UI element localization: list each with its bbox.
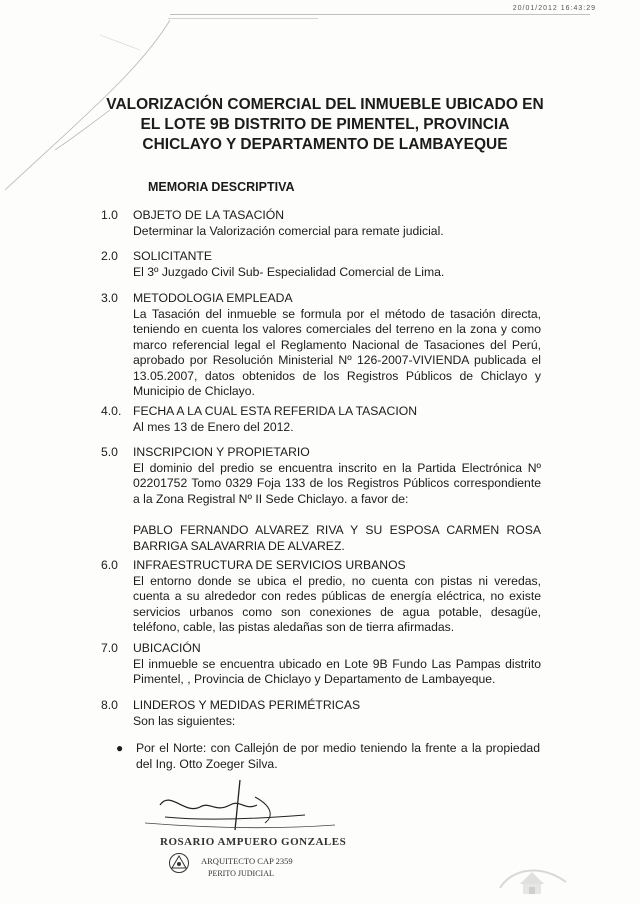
section-body: El entorno donde se ubica el predio, no cuenta con pistas ni veredas, cuenta a su alrededor con redes públicas de energía eléctrica, no existe servicios urbanos como son conexiones de agua potable, desagüe, teléfono, cable, las pistas aledañas son de tierra afirmadas.	[133, 573, 541, 634]
section-metodologia	[101, 291, 541, 400]
section-heading: FECHA A LA CUAL ESTA REFERIDA LA TASACION	[133, 404, 418, 418]
section-number: 3.0	[101, 291, 118, 305]
section-fecha	[101, 404, 541, 435]
section-body: El dominio del predio se encuentra inscrito en la Partida Electrónica Nº 02201752 Tomo 0329 Foja 133 de los Registros Públicos correspondiente a la Zona Registral Nº II Sede Chiclayo. a favor de:	[133, 460, 541, 506]
section-heading: SOLICITANTE	[133, 249, 213, 263]
stamp-title: PERITO JUDICIAL	[208, 869, 274, 878]
scan-artifact-line	[170, 14, 590, 15]
section-objeto	[101, 208, 541, 239]
document-subtitle: MEMORIA DESCRIPTIVA	[148, 180, 295, 194]
scan-artifact-line	[168, 18, 318, 19]
section-number: 2.0	[101, 249, 118, 263]
stamp-name: ROSARIO AMPUERO GONZALES	[160, 836, 347, 848]
section-number: 8.0	[101, 698, 118, 712]
house-watermark-logo	[492, 858, 572, 898]
bullet-icon: ●	[116, 741, 124, 755]
section-number: 7.0	[101, 641, 118, 655]
section-number: 5.0	[101, 445, 118, 459]
section-heading: INFRAESTRUCTURA DE SERVICIOS URBANOS	[133, 558, 406, 572]
section-body: El 3º Juzgado Civil Sub- Especialidad Comercial de Lima.	[133, 264, 445, 279]
handwritten-signature	[145, 775, 345, 835]
fax-header: 20/01/2012 16:43:29	[512, 5, 596, 12]
section-infraestructura	[101, 558, 541, 636]
section-body: El inmueble se encuentra ubicado en Lote 9B Fundo Las Pampas distrito Pimentel, , Provincia de Chiclayo y Departamento de Lambayeque.	[133, 656, 541, 686]
bullet-text: Por el Norte: con Callejón de por medio teniendo la frente a la propiedad del Ing. Otto Zoeger Silva.	[136, 741, 540, 771]
section-body: Determinar la Valorización comercial para remate judicial.	[133, 223, 444, 238]
section-heading: OBJETO DE LA TASACIÓN	[133, 208, 285, 222]
list-item	[116, 741, 540, 772]
section-number: 1.0	[101, 208, 118, 222]
section-solicitante	[101, 249, 541, 280]
owner-names: PABLO FERNANDO ALVAREZ RIVA Y SU ESPOSA CARMEN ROSA BARRIGA SALAVARRIA DE ALVAREZ.	[133, 523, 541, 553]
section-inscripcion	[101, 445, 541, 554]
section-body: Son las siguientes:	[133, 713, 236, 728]
section-linderos	[101, 698, 541, 729]
section-number: 4.0.	[101, 404, 122, 418]
section-number: 6.0	[101, 558, 118, 572]
section-heading: LINDEROS Y MEDIDAS PERIMÉTRICAS	[133, 698, 361, 712]
section-heading: METODOLOGIA EMPLEADA	[133, 291, 293, 305]
architect-seal-icon	[168, 852, 190, 874]
section-heading: UBICACIÓN	[133, 641, 201, 655]
section-heading: INSCRIPCION Y PROPIETARIO	[133, 445, 310, 459]
section-ubicacion	[101, 641, 541, 688]
document-title: VALORIZACIÓN COMERCIAL DEL INMUEBLE UBICADO EN EL LOTE 9B DISTRITO DE PIMENTEL, PROVINCIA CHICLAYO Y DEPARTAMENTO DE LAMBAYEQUE	[106, 96, 544, 153]
section-body: La Tasación del inmueble se formula por el método de tasación directa, teniendo en cuenta los valores comerciales del terreno en la zona y como marco referencial legal el Reglamento Nacional de Tasaciones del Perú, aprobado por Resolución Ministerial Nº 126-2007-VIVIENDA publicada el 13.05.2007, datos obtenidos de los Registros Públicos de Chiclayo y Municipio de Chiclayo.	[133, 306, 541, 398]
stamp-role: ARQUITECTO CAP 2359	[201, 856, 293, 866]
section-body: Al mes 13 de Enero del 2012.	[133, 419, 294, 434]
